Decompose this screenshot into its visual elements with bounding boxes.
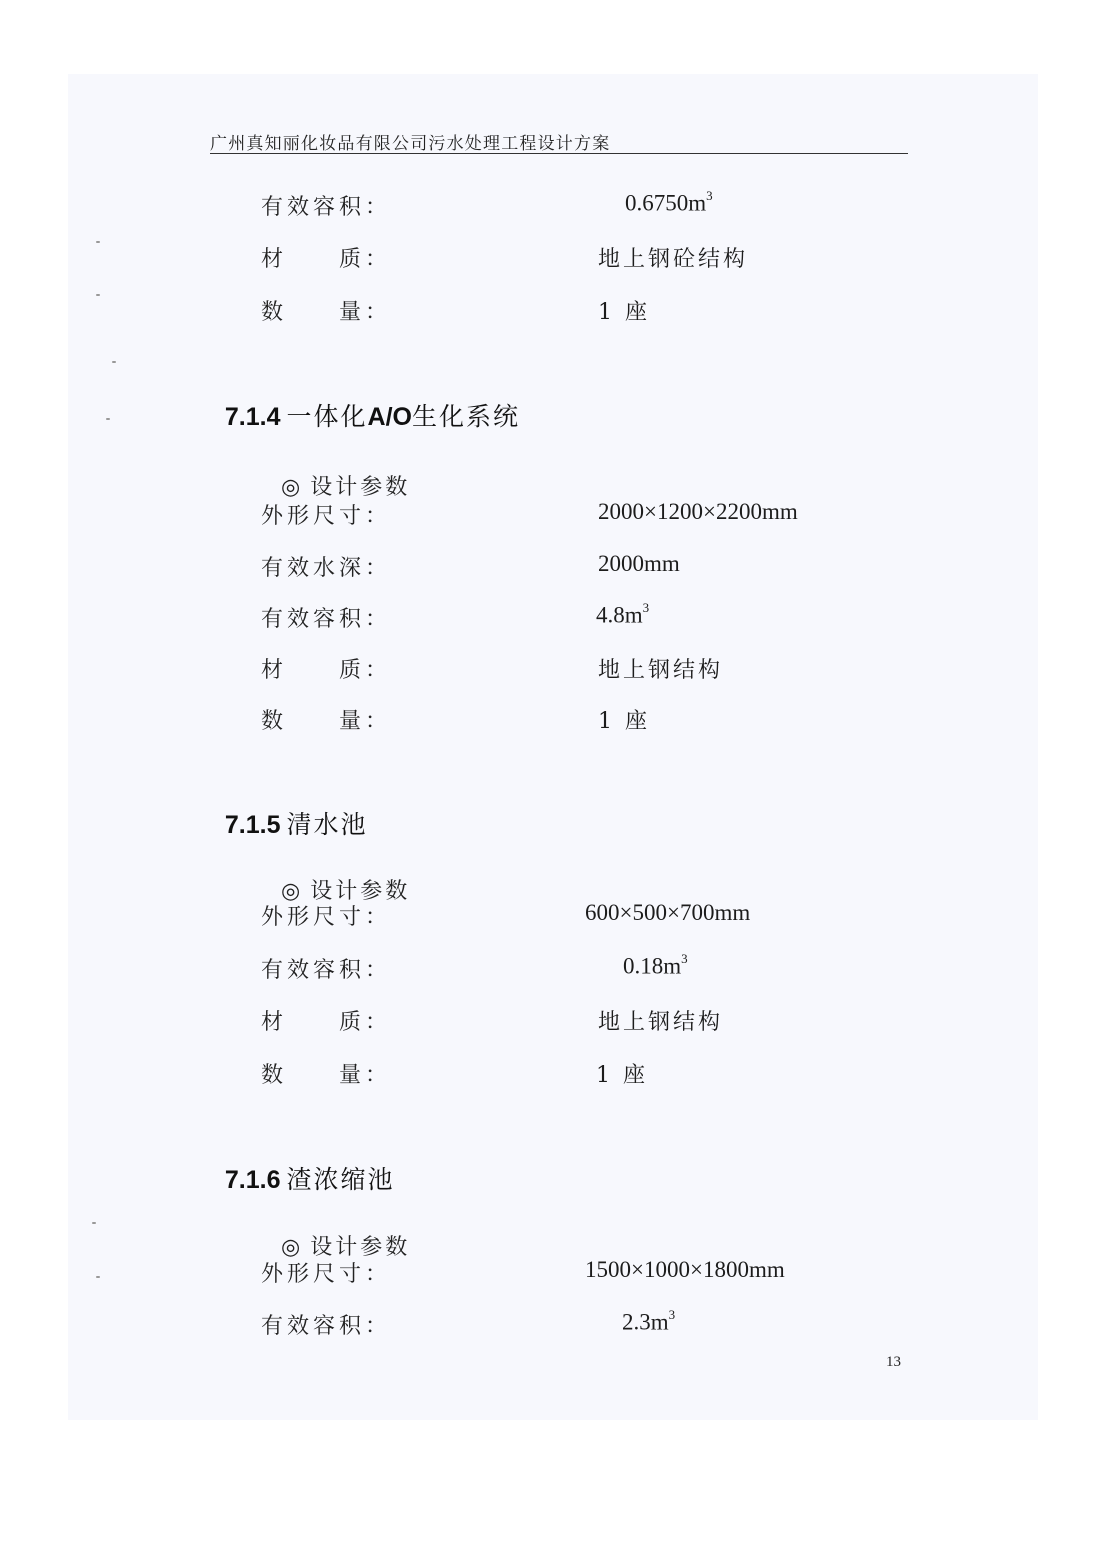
scan-speck <box>112 361 116 363</box>
param-label: 材 质： <box>261 1010 392 1035</box>
param-label: 有效容积： <box>261 958 392 983</box>
section-number: 7.1.4 <box>224 403 281 431</box>
param-label: 有效水深： <box>261 556 392 581</box>
param-label: 数 量： <box>261 300 392 325</box>
scan-speck <box>92 1222 96 1224</box>
param-value: $0.18m^3$ <box>623 951 688 979</box>
param-value: $0.6750m^3$ <box>625 188 713 216</box>
param-row <box>0 602 1100 634</box>
section-heading-715 <box>209 776 368 841</box>
param-value: 1 座 <box>598 709 650 734</box>
param-value: 2000mm <box>598 551 680 576</box>
param-label: 外形尺寸： <box>261 1262 392 1287</box>
section-heading-714 <box>209 368 520 433</box>
section-title: 清水池 <box>286 810 368 839</box>
param-value: 1 座 <box>598 300 650 325</box>
param-row <box>0 190 1100 222</box>
param-value: 600×500×700mm <box>585 900 751 925</box>
param-row <box>0 704 1100 736</box>
design-params-heading: ◎ 设计参数 <box>281 475 411 500</box>
design-params-heading: ◎ 设计参数 <box>281 879 411 904</box>
running-header <box>210 129 908 154</box>
param-label: 外形尺寸： <box>261 905 392 930</box>
param-row <box>0 1058 1100 1090</box>
param-label: 有效容积： <box>261 1314 392 1339</box>
section-title: 一体化A/O生化系统 <box>286 402 520 431</box>
bullseye-icon: ◎ <box>281 475 301 500</box>
param-value: 地上钢砼结构 <box>598 247 749 272</box>
design-params-heading: ◎ 设计参数 <box>281 1235 411 1260</box>
section-number: 7.1.6 <box>224 1166 281 1194</box>
param-value: 地上钢结构 <box>598 1010 724 1035</box>
param-value: 1500×1000×1800mm <box>585 1257 785 1282</box>
section-title: 渣浓缩池 <box>286 1165 395 1194</box>
param-label: 材 质： <box>261 658 392 683</box>
param-label: 有效容积： <box>261 607 392 632</box>
page-number: 13 <box>886 1354 901 1370</box>
param-label: 外形尺寸： <box>261 504 392 529</box>
section-heading-716 <box>209 1131 395 1196</box>
page-sheet <box>68 74 1038 1420</box>
param-row <box>0 242 1100 274</box>
param-row <box>0 1005 1100 1037</box>
param-value: 地上钢结构 <box>598 658 724 683</box>
param-value: $4.8m^3$ <box>596 600 650 628</box>
header-title: 广州真知丽化妆品有限公司污水处理工程设计方案 <box>210 134 611 154</box>
param-label: 数 量： <box>261 1063 392 1088</box>
param-row <box>0 900 1100 932</box>
param-value: 2000×1200×2200mm <box>598 499 798 524</box>
param-value: 1 座 <box>596 1063 648 1088</box>
param-row <box>0 295 1100 327</box>
param-row <box>0 1309 1100 1341</box>
bullseye-icon: ◎ <box>281 1235 301 1260</box>
param-row <box>0 499 1100 531</box>
param-label: 有效容积： <box>261 195 392 220</box>
param-row <box>0 1257 1100 1289</box>
param-label: 数 量： <box>261 709 392 734</box>
bullseye-icon: ◎ <box>281 879 301 904</box>
param-row <box>0 653 1100 685</box>
param-row <box>0 953 1100 985</box>
param-label: 材 质： <box>261 247 392 272</box>
scan-speck <box>106 418 110 420</box>
section-number: 7.1.5 <box>224 811 281 839</box>
param-row <box>0 551 1100 583</box>
param-value: $2.3m^3$ <box>622 1307 676 1335</box>
